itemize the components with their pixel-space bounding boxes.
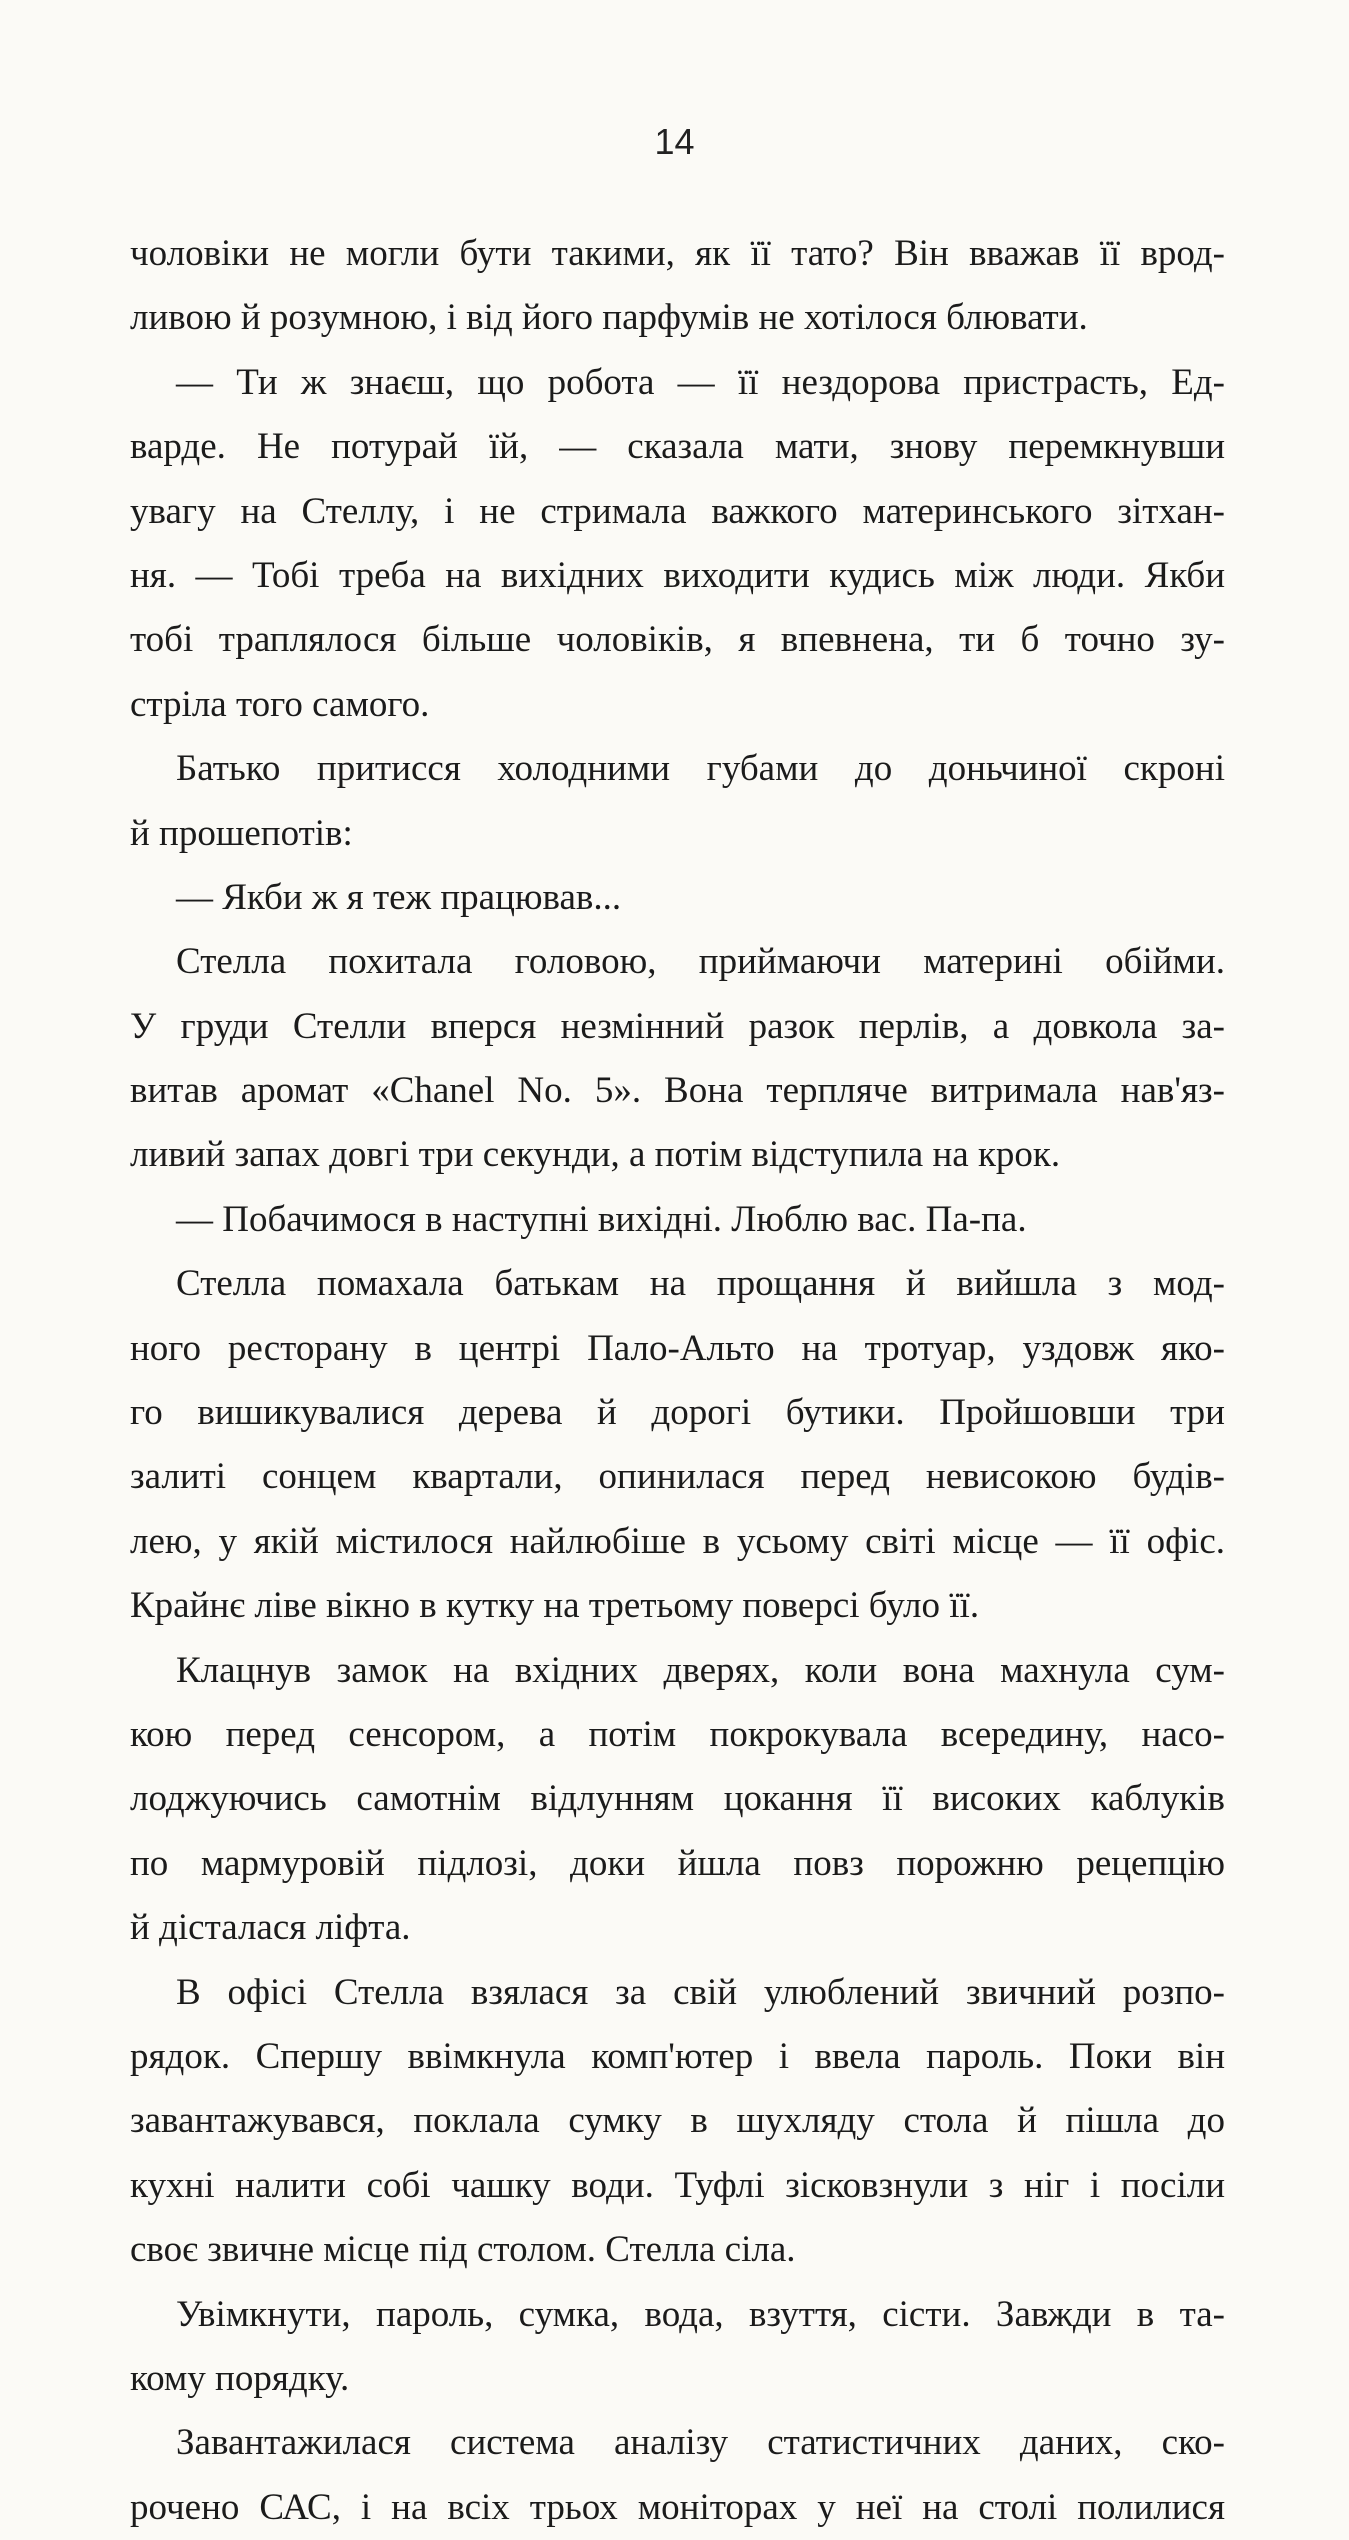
text-line: й прошепотів: bbox=[130, 812, 353, 854]
text-line: по мармуровій підлозі, доки йшла повз порожню рецепцію bbox=[130, 1842, 1225, 1884]
text-line: — Якби ж я теж працював... bbox=[176, 876, 622, 918]
text-line: — Ти ж знаєш, що робота — її нездорова пристрасть, Ед- bbox=[176, 361, 1225, 403]
text-line: У груди Стелли вперся незмінний разок перлів, а довкола за- bbox=[130, 1005, 1225, 1047]
text-line: ного ресторану в центрі Пало-Альто на тротуар, уздовж яко- bbox=[130, 1327, 1225, 1369]
text-line: лоджуючись самотнім відлунням цокання її високих каблуків bbox=[130, 1778, 1225, 1820]
text-line: — Побачимося в наступні вихідні. Люблю вас. Па-па. bbox=[176, 1198, 1027, 1240]
text-line: кою перед сенсором, а потім покрокувала всередину, насо- bbox=[130, 1713, 1225, 1755]
text-line: залиті сонцем квартали, опинилася перед невисокою будів- bbox=[130, 1456, 1225, 1498]
text-line: Стелла помахала батькам на прощання й вийшла з мод- bbox=[176, 1263, 1225, 1305]
text-line: лею, у якій містилося найлюбіше в усьому світі місце — її офіс. bbox=[130, 1520, 1225, 1562]
text-line: Завантажилася система аналізу статистичних даних, ско- bbox=[176, 2422, 1225, 2464]
text-line: Крайнє ліве вікно в кутку на третьому поверсі було її. bbox=[130, 1585, 980, 1627]
text-line: своє звичне місце під столом. Стелла сіла. bbox=[130, 2229, 796, 2271]
text-line: го вишикувалися дерева й дорогі бутики. Пройшовши три bbox=[130, 1392, 1225, 1434]
text-line: Увімкнути, пароль, сумка, вода, взуття, сісти. Завжди в та- bbox=[176, 2293, 1225, 2335]
text-line: витав аромат «Chanel No. 5». Вона терпляче витримала нав'яз- bbox=[130, 1070, 1225, 1112]
text-line: Батько притисся холодними губами до доньчиної скроні bbox=[176, 748, 1225, 790]
text-line: варде. Не потурай їй, — сказала мати, знову перемкнувши bbox=[130, 426, 1225, 468]
text-line: ливою й розумною, і від його парфумів не хотілося блювати. bbox=[130, 297, 1088, 339]
text-line: ливий запах довгі три секунди, а потім відступила на крок. bbox=[130, 1134, 1061, 1176]
text-line: завантажувався, поклала сумку в шухляду стола й пішла до bbox=[130, 2100, 1225, 2142]
text-line: В офісі Стелла взялася за свій улюблений звичний розпо- bbox=[176, 1971, 1225, 2013]
text-line: стріла того самого. bbox=[130, 683, 430, 725]
text-line: рядок. Спершу ввімкнула комп'ютер і ввела пароль. Поки він bbox=[130, 2035, 1225, 2077]
text-line: кухні налити собі чашку води. Туфлі зісковзнули з ніг і посіли bbox=[130, 2164, 1225, 2206]
text-line: Клацнув замок на вхідних дверях, коли вона махнула сум- bbox=[176, 1649, 1225, 1691]
text-line: рочено САС, і на всіх трьох моніторах у неї на столі полилися bbox=[130, 2486, 1225, 2528]
text-line: ня. — Тобі треба на вихідних виходити кудись між люди. Якби bbox=[130, 554, 1225, 596]
text-line: чоловіки не могли бути такими, як її тато? Він вважав її врод- bbox=[130, 233, 1225, 274]
text-line: увагу на Стеллу, і не стримала важкого материнського зітхан- bbox=[130, 490, 1225, 532]
text-line: й дісталася ліфта. bbox=[130, 1907, 411, 1949]
page-number: 14 bbox=[654, 121, 695, 162]
text-line: тобі траплялося більше чоловіків, я впевнена, ти б точно зу- bbox=[130, 619, 1225, 661]
text-line: кому порядку. bbox=[130, 2357, 350, 2399]
body-text bbox=[130, 222, 1225, 2540]
text-line: Стелла похитала головою, приймаючи материні обійми. bbox=[176, 941, 1225, 983]
